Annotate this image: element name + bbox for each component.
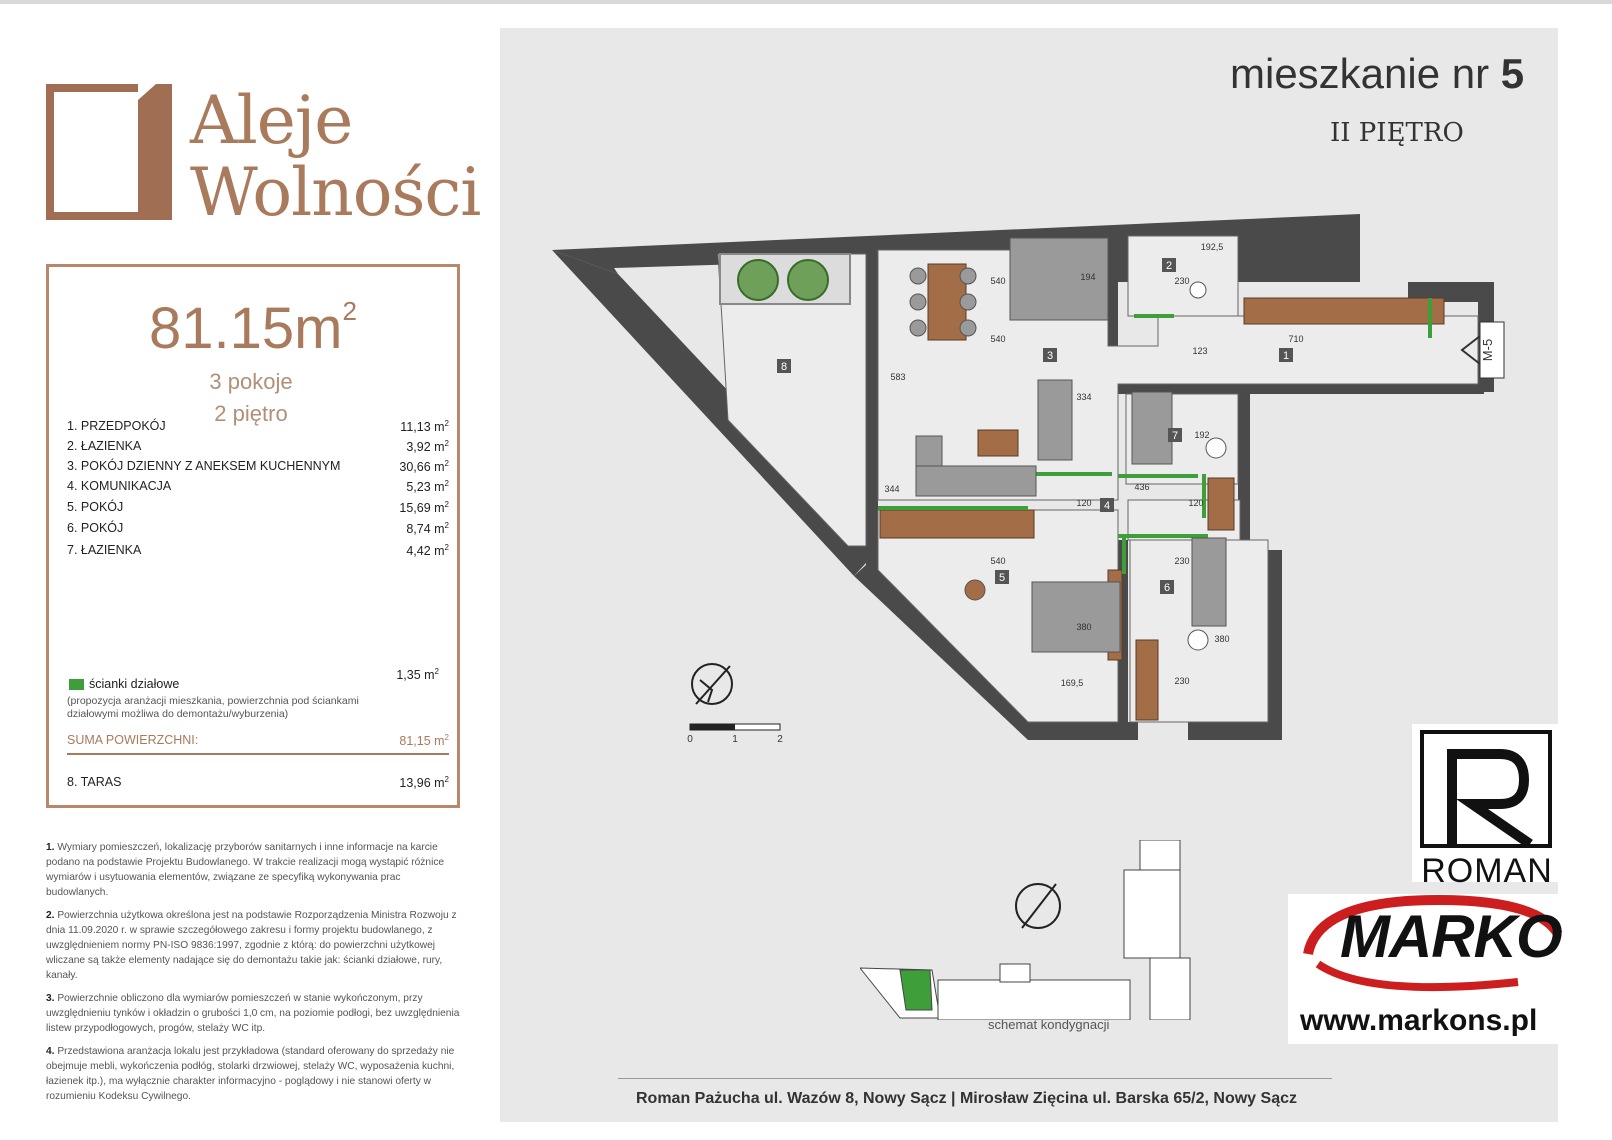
room-number-4: 4 bbox=[1103, 500, 1111, 512]
room-row: 2. ŁAZIENKA 3,92 $m^2$ bbox=[67, 439, 449, 455]
dimension-label: 123 bbox=[1192, 346, 1208, 356]
floor-schematic bbox=[860, 840, 1240, 1020]
brand-name-line1: Aleje bbox=[190, 82, 353, 159]
scale-label: 2 bbox=[777, 734, 783, 745]
scale-label: 1 bbox=[732, 734, 738, 745]
dimension-label: 230 bbox=[1174, 556, 1190, 566]
footnote: 1. Wymiary pomieszczeń, lokalizację przyborów sanitarnych i inne informacje na karcie podano na podstawie Projektu Budowlanego. W trakcie realizacji mogą wystąpić różnice wymiarów i usytuowania elementów, związane ze specyfiką wykonywania prac budowlanych. bbox=[46, 842, 445, 898]
room-number-3: 3 bbox=[1046, 350, 1054, 362]
footer-contacts: Roman Pażucha ul. Wazów 8, Nowy Sącz | Mirosław Zięcina ul. Barska 65/2, Nowy Sącz bbox=[636, 1090, 1297, 1107]
dimension-label: 230 bbox=[1174, 276, 1190, 286]
dimension-label: 380 bbox=[1076, 622, 1092, 632]
dimension-label: 710 bbox=[1288, 334, 1304, 344]
dimension-label: 540 bbox=[990, 556, 1006, 566]
footnotes bbox=[46, 840, 460, 1112]
room-number-5: 5 bbox=[998, 572, 1006, 584]
floor-label: II PIĘTRO bbox=[1330, 118, 1464, 148]
apartment-info-box: $81.15m^2$ 3 pokoje 2 piętro 1. PRZEDPOKÓJ 11,13 $m^2$ 2. ŁAZIENKA 3,92 $m^2$ 3. POKÓJ DZIENNY Z ANEKSEM KUCHENNYM 30,66 $m^2$ 4. KOMUNIKACJA 5,23 $m^2$ 5. POKÓJ 15,69 $m^2$ 6. POKÓJ 8,74 $m^2$ 7. ŁAZIENKA 4,42 $m^2$ ścianki działowe 1,35 $m^2$ (propozycja aranżacji mieszkania, powierzchnia pod ściankami działowymi możliwa do demontażu/wyburzenia) SUMA POWIERZCHNI: 81,15 $m^2$ 8. TARAS 13,96 $m^2$ bbox=[46, 264, 460, 808]
room-row: 6. POKÓJ 8,74 $m^2$ bbox=[67, 521, 449, 537]
partition-walls-swatch bbox=[69, 679, 84, 690]
dimension-label: 540 bbox=[990, 334, 1006, 344]
aleje-logo-mark bbox=[46, 84, 172, 220]
footnote: 4. Przedstawiona aranżacja lokalu jest przykładowa (standard oferowany do sprzedaży nie obejmuje mebli, wykończenia podłóg, stolarki drzwiowej, stelaży WC, wyposażenia kuchni, łazienek itp.), ma wyłącznie charakter informacyjno - poglądowy i nie stanowi oferty w rozumieniu Kodeksu Cywilnego. bbox=[46, 1046, 455, 1102]
dimension-label: 540 bbox=[990, 276, 1006, 286]
room-number-8: 8 bbox=[780, 361, 788, 373]
scale-label: 0 bbox=[687, 734, 693, 745]
room-row: 5. POKÓJ 15,69 $m^2$ bbox=[67, 500, 449, 516]
dimension-label: 194 bbox=[1080, 272, 1096, 282]
room-row: 1. PRZEDPOKÓJ 11,13 $m^2$ bbox=[67, 419, 449, 435]
terrace-planters bbox=[720, 254, 850, 304]
apartment-title: mieszkanie nr 5 bbox=[1230, 50, 1525, 97]
top-border bbox=[0, 0, 1612, 4]
footnote: 2. Powierzchnia użytkowa określona jest na podstawie Rozporządzenia Ministra Rozwoju z dnia 11.09.2020 r. w sprawie szczegółowego zakresu i formy projektu budowlanego, z uwzględnieniem normy PN-ISO 9836:1997, zgodnie z którą: do powierzchni użytkowej wliczane są także elementy nadające się do demontażu takie jak: ścianki działowe, rury, kanały. bbox=[46, 910, 457, 981]
room-number-2: 2 bbox=[1165, 260, 1173, 272]
footer-divider bbox=[618, 1078, 1332, 1079]
dimension-label: 120 bbox=[1188, 498, 1204, 508]
floor-number: 2 piętro bbox=[214, 401, 288, 426]
room-number-1: 1 bbox=[1282, 350, 1290, 362]
room-number-6: 6 bbox=[1163, 582, 1171, 594]
brand-name-line2: Wolności bbox=[190, 154, 481, 231]
north-arrow-icon bbox=[692, 664, 732, 704]
roman-logo-text: ROMAN bbox=[1421, 852, 1553, 890]
dimension-label: 230 bbox=[1174, 676, 1190, 686]
room-row: 7. ŁAZIENKA 4,42 $m^2$ bbox=[67, 543, 449, 559]
schematic-caption: schemat kondygnacji bbox=[988, 1017, 1110, 1032]
scale-bar bbox=[687, 724, 783, 745]
dimension-label: 192,5 bbox=[1200, 242, 1224, 252]
marko-website: www.markons.pl bbox=[1300, 1004, 1538, 1037]
dimension-label: 380 bbox=[1214, 634, 1230, 644]
partition-walls-label: ścianki działowe bbox=[89, 677, 180, 691]
footnote: 3. Powierzchnie obliczono dla wymiarów pomieszczeń w stanie wykończonym, przy uwzględnieniu tynków i okładzin o grubości 1,0 cm, na poziomie podłogi, bez uwzględnienia listew przypodłogowych, progów, stelaży WC itp. bbox=[46, 993, 460, 1034]
partition-walls-note: (propozycja aranżacji mieszkania, powierzchnia pod ściankami działowymi możliwa do demontażu/wyburzenia) bbox=[67, 695, 359, 720]
dimension-label: 169,5 bbox=[1060, 678, 1084, 688]
unit-tag-label: M-5 bbox=[1480, 338, 1495, 362]
floor-plan bbox=[548, 210, 1558, 770]
rooms-count: 3 pokoje bbox=[209, 369, 293, 394]
room-row: 3. POKÓJ DZIENNY Z ANEKSEM KUCHENNYM 30,66 $m^2$ bbox=[67, 459, 449, 475]
dimension-label: 334 bbox=[1076, 392, 1092, 402]
partition-walls-area: 1,35 $m^2$ bbox=[396, 667, 439, 683]
dimension-label: 583 bbox=[890, 372, 906, 382]
dimension-label: 436 bbox=[1134, 482, 1150, 492]
schematic-north-arrow-icon bbox=[1016, 884, 1060, 928]
room-row: 4. KOMUNIKACJA 5,23 $m^2$ bbox=[67, 479, 449, 495]
dimension-label: 120 bbox=[1076, 498, 1092, 508]
dimension-label: 192 bbox=[1194, 430, 1210, 440]
room-number-7: 7 bbox=[1171, 430, 1179, 442]
marko-logo-text: MARKO bbox=[1340, 903, 1562, 970]
total-underline bbox=[67, 753, 449, 755]
total-area-heading: $81.15m^2$ bbox=[149, 295, 357, 361]
dimension-label: 344 bbox=[884, 484, 900, 494]
